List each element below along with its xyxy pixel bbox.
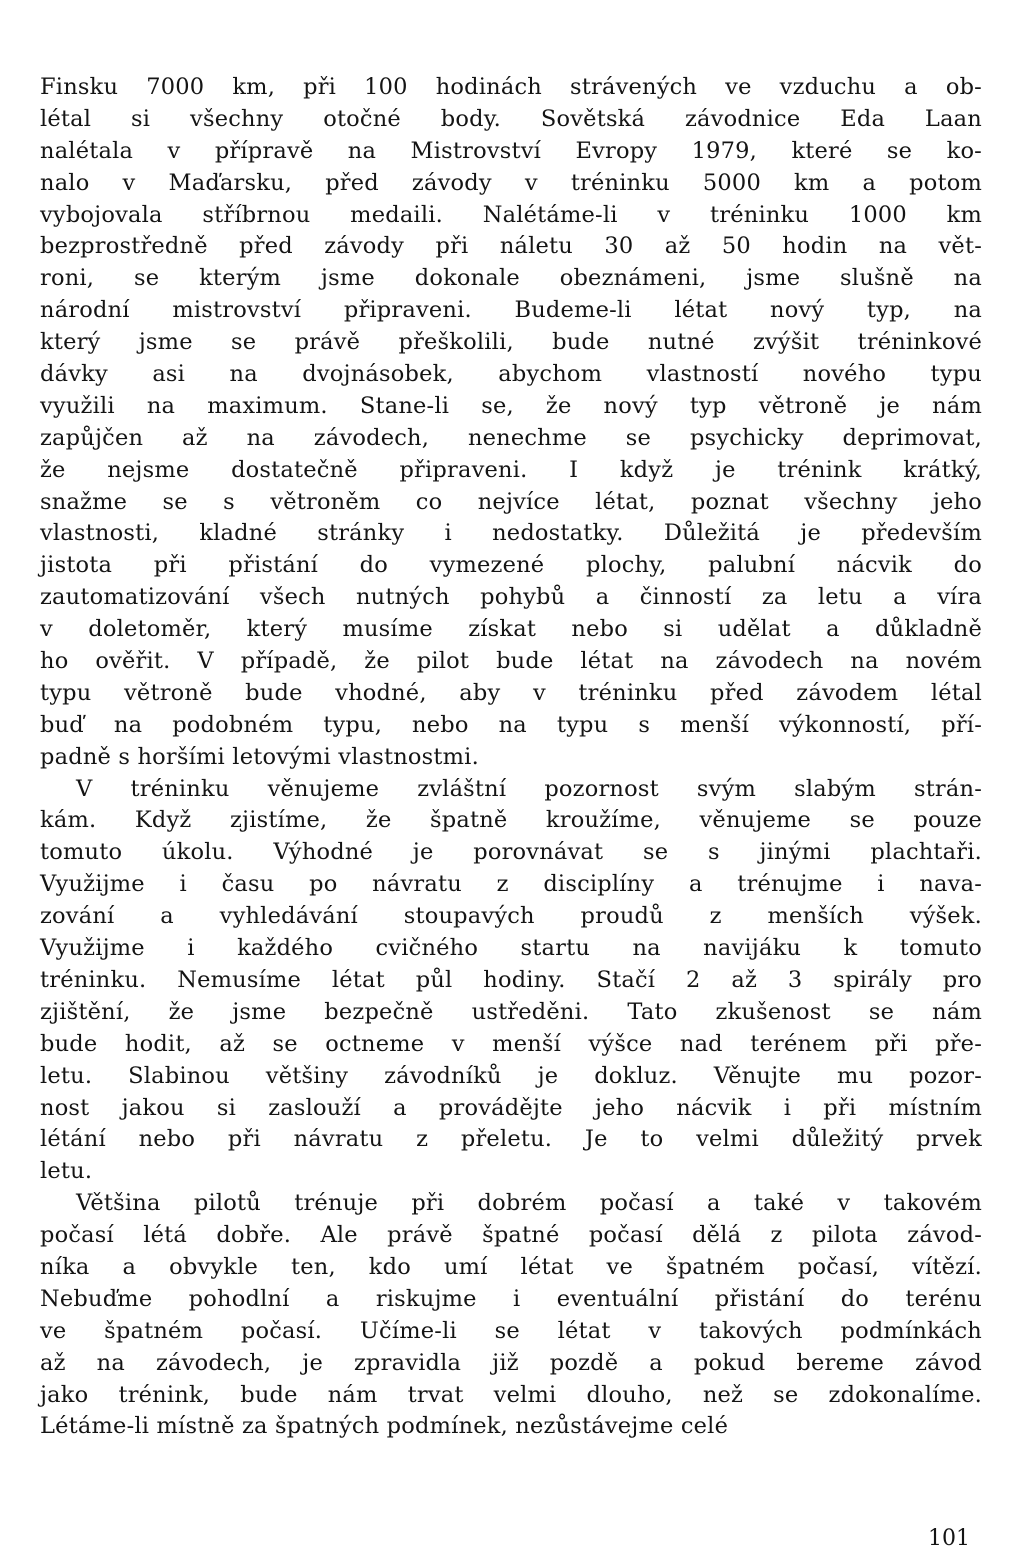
text-line: až na závodech, je zpravidla již pozdě a pokud bereme závod	[40, 1349, 982, 1376]
page-number: 101	[928, 1526, 970, 1551]
text-line: počasí létá dobře. Ale právě špatné počasí dělá z pilota závod-	[40, 1222, 982, 1249]
text-line: bezprostředně před závody při náletu 30 až 50 hodin na vět-	[40, 233, 982, 260]
text-line: nalo v Maďarsku, před závody v tréninku 5000 km a potom	[40, 169, 982, 196]
text-line: létání nebo při návratu z přeletu. Je to velmi důležitý prvek	[40, 1126, 982, 1153]
text-line: Většina pilotů trénuje při dobrém počasí a také v takovém	[76, 1190, 982, 1217]
text-line: Nebuďme pohodlní a riskujme i eventuální přistání do terénu	[40, 1285, 982, 1312]
text-line: zapůjčen až na závodech, nenechme se psychicky deprimovat,	[40, 424, 982, 451]
text-line: národní mistrovství připraveni. Budeme-li létat nový typ, na	[40, 297, 982, 324]
text-line: nost jakou si zaslouží a provádějte jeho nácvik i při místním	[40, 1094, 982, 1121]
text-line: buď na podobném typu, nebo na typu s menší výkonností, pří-	[40, 711, 982, 738]
page-body	[40, 72, 982, 1443]
text-line: jako trénink, bude nám trvat velmi dlouho, než se zdokonalíme.	[40, 1381, 982, 1408]
text-line: Finsku 7000 km, při 100 hodinách strávených ve vzduchu a ob-	[40, 74, 982, 100]
text-line: padně s horšími letovými vlastnostmi.	[40, 743, 479, 770]
paragraph-1	[40, 72, 982, 774]
paragraph-3	[40, 1188, 982, 1443]
text-line: jistota při přistání do vymezené plochy, palubní nácvik do	[40, 552, 982, 579]
text-line: ve špatném počasí. Učíme-li se létat v takových podmínkách	[40, 1317, 982, 1344]
text-line: snažme se s větroněm co nejvíce létat, poznat všechny jeho	[40, 488, 982, 515]
text-line: tomuto úkolu. Výhodné je porovnávat se s jinými plachtaři.	[40, 839, 982, 866]
text-line: kám. Když zjistíme, že špatně kroužíme, věnujeme se pouze	[40, 807, 982, 834]
text-line: který jsme se právě přeškolili, bude nutné zvýšit tréninkové	[40, 329, 982, 356]
text-line: bude hodit, až se octneme v menší výšce nad terénem při pře-	[40, 1030, 982, 1057]
text-line: typu větroně bude vhodné, aby v tréninku před závodem létal	[40, 679, 982, 706]
text-line: že nejsme dostatečně připraveni. I když je trénink krátký,	[40, 456, 982, 483]
text-line: vybojovala stříbrnou medaili. Nalétáme-li v tréninku 1000 km	[40, 201, 982, 228]
text-line: zautomatizování všech nutných pohybů a činností za letu a víra	[40, 584, 982, 611]
text-line: letu.	[40, 1158, 93, 1185]
text-line: V tréninku věnujeme zvláštní pozornost svým slabým strán-	[76, 775, 982, 802]
text-line: tréninku. Nemusíme létat půl hodiny. Stačí 2 až 3 spirály pro	[40, 966, 982, 993]
text-line: Létáme-li místně za špatných podmínek, nezůstávejme celé	[40, 1413, 729, 1440]
text-line: nalétala v přípravě na Mistrovství Evropy 1979, které se ko-	[40, 137, 982, 164]
text-line: létal si všechny otočné body. Sovětská závodnice Eda Laan	[40, 105, 982, 132]
text-line: v doletoměr, který musíme získat nebo si udělat a důkladně	[40, 616, 982, 643]
text-line: vlastnosti, kladné stránky i nedostatky. Důležitá je především	[40, 520, 982, 547]
paragraph-2	[40, 774, 982, 1189]
text-line: ho ověřit. V případě, že pilot bude létat na závodech na novém	[40, 648, 982, 675]
text-line: zování a vyhledávání stoupavých proudů z menších výšek.	[40, 903, 982, 930]
text-line: dávky asi na dvojnásobek, abychom vlastností nového typu	[40, 361, 982, 388]
text-line: Využijme i každého cvičného startu na navijáku k tomuto	[40, 935, 982, 962]
text-line: využili na maximum. Stane-li se, že nový typ větroně je nám	[40, 392, 982, 419]
text-line: zjištění, že jsme bezpečně ustředěni. Tato zkušenost se nám	[40, 998, 982, 1025]
text-line: roni, se kterým jsme dokonale obeznámeni, jsme slušně na	[40, 265, 982, 292]
text-line: níka a obvykle ten, kdo umí létat ve špatném počasí, vítězí.	[40, 1253, 982, 1280]
text-line: letu. Slabinou většiny závodníků je dokluz. Věnujte mu pozor-	[40, 1062, 982, 1089]
text-line: Využijme i času po návratu z disciplíny a trénujme i nava-	[40, 871, 982, 898]
